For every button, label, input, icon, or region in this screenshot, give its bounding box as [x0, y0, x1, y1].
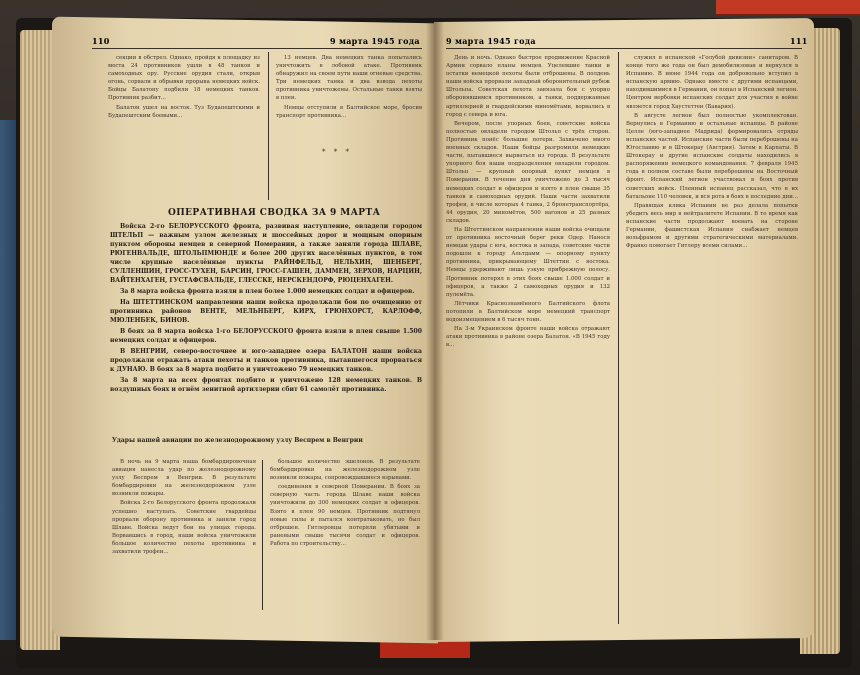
section-title: Удары нашей авиации по железнодорожному узлу Веспрем в Венгрии: [112, 437, 363, 444]
right-page-number: 111: [790, 36, 808, 46]
bulletin-paragraph: За 8 марта на всех фронтах подбито и уничтожено 128 немецких танков. В воздушных боях и огнём зенитной артиллерии сбит 61 самолёт противника.: [110, 377, 422, 393]
right-column-b: [626, 54, 798, 628]
paragraph: Балатон ушел на восток. Туз Будапештскими и Будапештским боевыми...: [108, 104, 260, 119]
left-bottom-column-a: [112, 458, 256, 608]
paragraph: Вечером, после упорных боев, советские войска полностью овладели городом Штольп с трёх сторон. Противник понёс большие потери. Захвачено много военных складов. Наши бойцы разгромили немецкие части, пытавшиеся вырваться из города. В результате упорного боя наши подразделения овладели городом. Штольп — крупный опорный пункт немцев в Померании. В течение дня уничтожено до 3 тысяч немецких солдат и офицеров и взято в плен свыше 35 танков и самоходных орудий. Наши части захватили трофеи, в числе которых 4 танка, 2 бронетранспортёра, 44 орудия, 20 миномётов, 500 вагонов и 25 разных складов.: [446, 120, 610, 224]
bulletin-paragraph: За 8 марта войска фронта взяли в плен более 1.000 немецких солдат и офицеров.: [120, 288, 415, 295]
bulletin-body: [110, 222, 422, 422]
paragraph: соединения в северной Померании. В боях за северную часть города Шлаве наши войска уничтожили до 300 немецких солдат и офицеров. Взято в плен 90 немцев. Противник подтянул новые силы и пытался контратаковать, но был отброшен. Гитлеровцы потеряли убитыми и ранеными свыше тысячи солдат и офицеров. Работа по строительству...: [270, 484, 420, 547]
paragraph: Правящая клика Испании не раз делала попытки убедить весь мир в нейтралитете Испании. В то время как испанские части продолжают воевать на стороне Германии, фашистская Испания снабжает немцев вольфрамом и другими стратегическими материалами. Франко помогает Гитлеру всеми силами...: [626, 202, 798, 250]
right-column-a: [446, 54, 610, 628]
paragraph: служил в испанской «Голубой дивизии» санитаром. В конце того же года он был демобилизован и вернулся в Испанию. В июне 1944 года он добровольно вступил в испанскую армию. Однако вместе с другими испанцами, находившимися в Германии, он попал в Испанский легион. Центром вербовки испанских солдат для участия в войне является город Хаустеттен (Бавария).: [626, 55, 798, 110]
paragraph: 13 немцев. Два немецких танка попытались уничтожить в лобовой атаке. Противник обнаружил на своем пути наши огневые средства. Три немецких танка и два взвода пехоты противника уничтожены. Остальные танки взяты в плен.: [276, 55, 422, 102]
bulletin-paragraph: В ВЕНГРИИ, северо-восточнее и юго-западнее озера БАЛАТОН наши войска продолжали отражать атаки пехоты и танков противника, пытавшегося прорваться к ДУНАЮ. В боях за 8 марта подбито и уничтожено 79 немецких танков.: [110, 348, 422, 373]
paragraph: В ночь на 9 марта наша бомбардировочная авиация нанесла удар по железнодорожному узлу Веспрем в Венгрии. В результате бомбардировки на железнодорожном узле возникли пожары.: [112, 459, 256, 498]
paragraph: Войска 2-го Белорусского фронта продолжали успешно наступать. Советские гвардейцы прорвали оборону противника и заняли город Шлаве. Войска ведут бои на улицах города. Ворвавшись в город, наши войска уничтожили большое количество пехоты противника и захватили трофеи...: [112, 500, 256, 556]
bulletin-paragraph: В боях за 8 марта войска 1-го БЕЛОРУССКОГО фронта взяли в плен свыше 1.500 немецких солдат и офицеров.: [110, 328, 422, 344]
paragraph: На Штеттинском направлении наши войска очищали от противника восточный берег реки Одер. Нанося немцам удары с юга, востока и запада, советские части подошли к городу Альтдамм — опорному пункту противника, прикрывающему Штеттин с востока. Немцы удерживают лишь узкую прибрежную полосу. Противник потерял в этих боях свыше 1.000 солдат и офицеров, а также 2 самоходных орудия и 132 пулемёта.: [446, 226, 610, 298]
paragraph: Лётчики Краснознамённого Балтийского флота потопили в Балтийском море немецкий транспорт водоизмещением в 6 тысяч тонн.: [446, 300, 610, 323]
paragraph: большое количество эшелонов. В результате бомбардировки на железнодорожном узле возникли пожары, сопровождавшиеся взрывами.: [270, 459, 420, 482]
right-header-rule: [446, 48, 802, 49]
right-date-header: 9 марта 1945 года: [446, 36, 536, 46]
left-bottom-column-b: [270, 458, 420, 608]
left-top-column-b: [276, 54, 422, 200]
section-separator: * * *: [322, 148, 352, 156]
bulletin-headline: ОПЕРАТИВНАЯ СВОДКА ЗА 9 МАРТА: [168, 208, 381, 218]
left-header-rule: [92, 48, 422, 49]
left-date-header: 9 марта 1945 года: [330, 36, 420, 46]
left-top-column-a: [108, 54, 260, 196]
paragraph: секции в обстрел. Однако, пройдя к площадку из места 24 противников ушли в 48 танков и самоходных ору. Русские орудия стали, открыв огонь, сорвали и обрывки прорыва немецких войск. Бойцы Балатону подбили 18 немецких танков. Противник разбит...: [108, 55, 260, 102]
left-page-number: 110: [92, 36, 110, 46]
bulletin-paragraph: Войска 2-го БЕЛОРУССКОГО фронта, развивая наступление, овладели городом ШТЕЛЬП — важным узлом железных и шоссейных дорог и мощным опорным пунктом обороны немцев в северной Померании, а также заняли города ШЛАВЕ, РЮГЕНВАЛЬДЕ, ШТОЛЬПМЮНДЕ и более 200 других населённых пунктов, в том числе крупные населённые пункты РАЙНФЕЛЬД, НЕЛЬХИН, ШЕНБЕРГ, СУЛЛЕНШИН, ГРОСС-ТУХЕН, БАРСИН, ГРОСС-ГАШЕН, ДАММЕН, ЗЕРХОВ, НАРЦИН, ВАЙТЕНХАГЕН, ГУСТАФСВАЛЬДЕ, ГЛЕССКЕ, НЕРСКЕНДОРФ, РЮЦЕНХАГЕН.: [110, 223, 422, 284]
right-column-rule: [618, 52, 619, 624]
book-gutter: [426, 22, 444, 640]
paragraph: На 3-м Украинском фронте наши войска отражают атаки противника в районе озера Балатон. «В 1945 году в...: [446, 326, 610, 349]
paragraph: Немцы отступили в Балтийское море, бросив транспорт противника...: [276, 104, 422, 119]
left-column-rule-bottom: [262, 460, 263, 610]
bulletin-paragraph: На ШТЕТТИНСКОМ направлении наши войска продолжали бои по очищению от противника районов ВЕНТЕ, МЕЛЬНБЕРГ, КИРХ, ГРЮНХОРСТ, КАРЛОФФ, МЮЛЕНБЕК, БИНОВ.: [110, 299, 422, 324]
left-column-rule-top: [268, 52, 269, 200]
paragraph: В августе легион был полностью укомплектован. Вернулись в Германию и остальные испанцы. В районе Целле (юго-западнее Мадрида) формировались отряды испанских частей. Испанские части были переброшены на Югославию и в Штокерау (Австрия). Затем в Карпаты. В Штокерау и другие испанские солдаты находились в распоряжении немецкого командования. 7 февраля 1945 года в полном составе были переброшены на Восточный фронт. Испанский легион участвовал в боях против советских войск. Пленный испанец рассказал, что в их батальоне 110 человек, и вся рота в боях в последние дни...: [626, 112, 798, 200]
paragraph: День и ночь. Однако быстрое продвижение Красной Армии сорвало планы немцев. Уцелевшие танки и остатки немецкой пехоты были отброшены. В полдень наши войска прорвали западный оборонительный рубеж Штольпа. Советская пехота завязала бои с упорно оборонявшимся противником, а танки, поддержанные артиллерией и гвардейскими миномётами, ворвались в город с севера и юга.: [446, 55, 610, 118]
background-red-book: [716, 0, 860, 16]
